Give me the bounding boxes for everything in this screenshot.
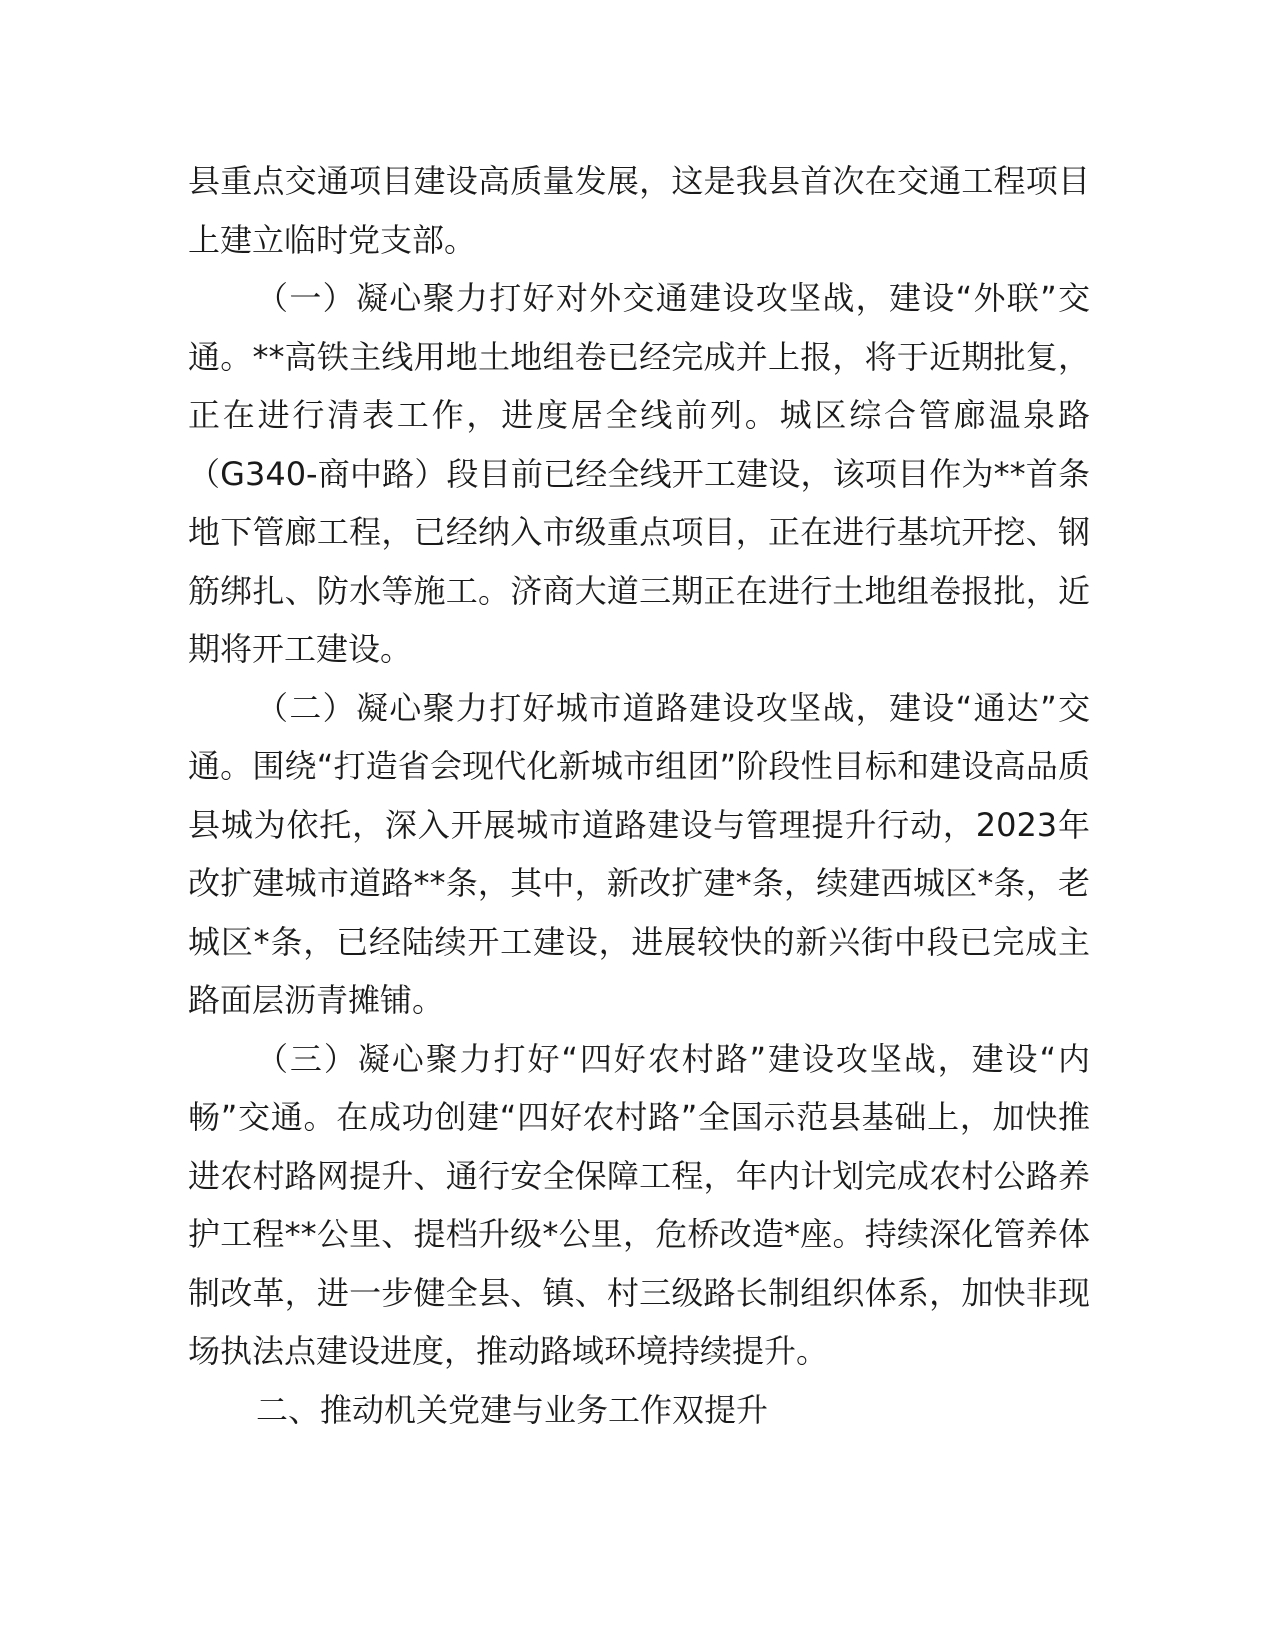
section-heading: 二、推动机关党建与业务工作双提升 — [256, 1390, 769, 1429]
paragraph-urban-roads: （二）凝心聚力打好城市道路建设攻坚战，建设“通达”交通。围绕“打造省会现代化新城市组团”阶段性目标和建设高品质县城为依托，深入开展城市道路建设与管理提升行动，2023年改扩建城市道路**条，其中，新改扩建*条，续建西城区*条，老城区*条，已经陆续开工建设，进展较快的新兴街中段已完成主路面层沥青摊铺。 — [188, 688, 1090, 1019]
paragraph-rural-roads: （三）凝心聚力打好“四好农村路”建设攻坚战，建设“内畅”交通。在成功创建“四好农村路”全国示范县基础上，加快推进农村路网提升、通行安全保障工程，年内计划完成农村公路养护工程**公里、提档升级*公里，危桥改造*座。持续深化管养体制改革，进一步健全县、镇、村三级路长制组织体系，加快非现场执法点建设进度，推动路域环境持续提升。 — [188, 1039, 1090, 1370]
paragraph-continuation: 县重点交通项目建设高质量发展，这是我县首次在交通工程项目上建立临时党支部。 — [188, 162, 1090, 259]
paragraph-external-traffic: （一）凝心聚力打好对外交通建设攻坚战，建设“外联”交通。**高铁主线用地土地组卷已经完成并上报，将于近期批复，正在进行清表工作，进度居全线前列。城区综合管廊温泉路（G340-商中路）段目前已经全线开工建设，该项目作为**首条地下管廊工程，已经纳入市级重点项目，正在进行基坑开挖、钢筋绑扎、防水等施工。济商大道三期正在进行土地组卷报批，近期将开工建设。 — [188, 279, 1090, 668]
document-body — [188, 152, 1090, 1439]
